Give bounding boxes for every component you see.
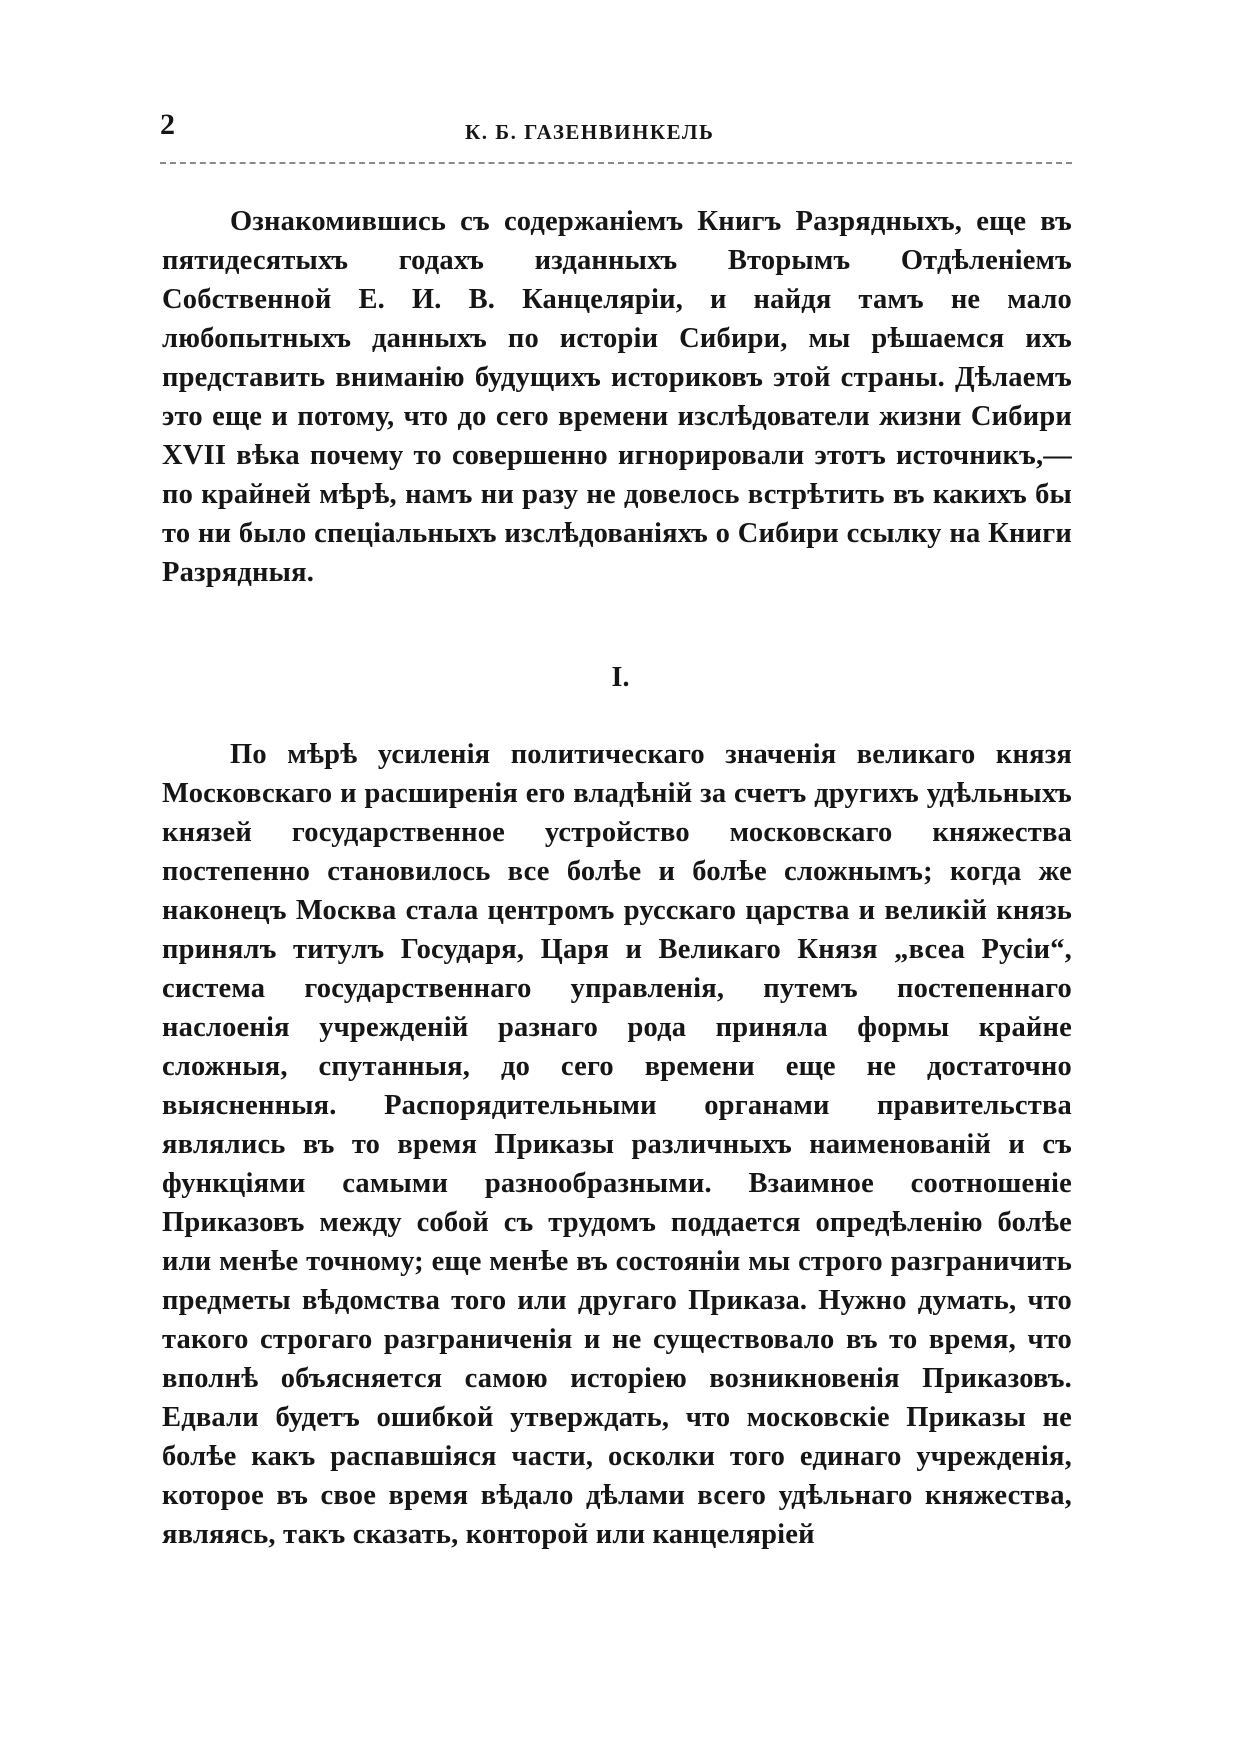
section-number: I. <box>611 662 630 693</box>
header-rule <box>160 162 1072 164</box>
running-title: К. Б. ГАЗЕНВИНКЕЛЬ <box>465 120 715 144</box>
section-paragraph: По мѣрѣ усиленія политическаго значенія великаго князя Московскаго и расширенія его владѣній за счетъ другихъ удѣльныхъ князей государственное устройство московскаго княжества постепенно становилось все болѣе и болѣе сложнымъ; когда же наконецъ Москва стала центромъ русскаго царства и великій князь принялъ титулъ Государя, Царя и Великаго Князя „всеа Русіи“, система государственнаго управленія, путемъ постепеннаго наслоенія учрежденій разнаго рода приняла формы крайне сложныя, спутанныя, до сего времени еще не достаточно выясненныя. Распорядительными органами правительства являлись въ то время Приказы различныхъ наименованій и съ функціями самыми разнообразными. Взаимное соотношеніе Приказовъ между собой съ трудомъ поддается опредѣленію болѣе или менѣе точному; еще менѣе въ состояніи мы строго разграничить предметы вѣдомства того или другаго Приказа. Нужно думать, что такого строгаго разграниченія и не существовало въ то время, что вполнѣ объясняется самою исторіею возникновенія Приказовъ. Едвали будетъ ошибкой утверждать, что московскіе Приказы не болѣе какъ распавшіяся части, осколки того единаго учрежденія, которое въ свое время вѣдало дѣлами всего удѣльнаго княжества, являясь, такъ сказать, конторой или канцеляріей <box>162 739 1072 1550</box>
page-number: 2 <box>160 108 175 141</box>
intro-paragraph: Ознакомившись съ содержаніемъ Книгъ Разрядныхъ, еще въ пятидесятыхъ годахъ изданныхъ Вторымъ Отдѣленіемъ Собственной Е. И. В. Канцеляріи, и найдя тамъ не мало любопытныхъ данныхъ по исторіи Сибири, мы рѣшаемся ихъ представить вниманію будущихъ историковъ этой страны. Дѣлаемъ это еще и потому, что до сего времени изслѣдователи жизни Сибири XVII вѣка почему то совершенно игнорировали этотъ источникъ,—по крайней мѣрѣ, намъ ни разу не довелось встрѣтить въ какихъ бы то ни было спеціальныхъ изслѣдованіяхъ о Сибири ссылку на Книги Разрядныя. <box>162 206 1072 588</box>
